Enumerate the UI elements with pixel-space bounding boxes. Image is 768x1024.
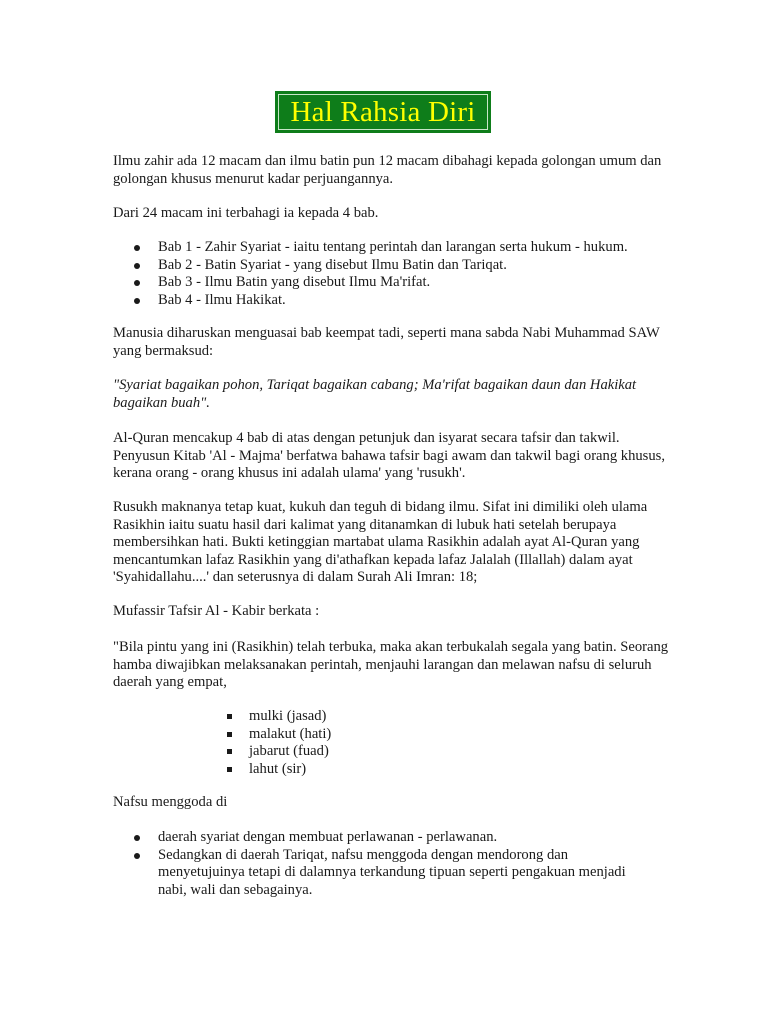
paragraph-rusukh: Rusukh maknanya tetap kuat, kukuh dan teguh di bidang ilmu. Sifat ini dimiliki oleh ulama Rasikhin iaitu suatu hasil dari kalimat yang ditanamkan di lubuk hati setelah berupaya membersihkan hati. Bukti ketinggian martabat ulama Rasikhin adalah ayat Al-Quran yang mencantumkan lafaz Rasikhin yang di'athafkan kepada lafaz Jalalah (Illallah) dalam ayat 'Syahidallahu....' dan seterusnya di dalam Surah Ali Imran: 18; [113, 499, 648, 586]
list-item: Sedangkan di daerah Tariqat, nafsu menggoda dengan mendorong dan menyetujuinya tetapi di dalamnya terkandung tipuan seperti pengakuan menjadi nabi, wali dan sebagainya. [158, 847, 653, 900]
list-item: Bab 1 - Zahir Syariat - iaitu tentang perintah dan larangan serta hukum - hukum. [158, 239, 673, 257]
list-item: jabarut (fuad) [249, 743, 549, 761]
title-banner-inner [278, 94, 488, 130]
paragraph-nafsu: Nafsu menggoda di [113, 794, 228, 810]
paragraph-bila-pintu: "Bila pintu yang ini (Rasikhin) telah terbuka, maka akan terbukalah segala yang batin. Seorang hamba diwajibkan melaksanakan perintah, menjauhi larangan dan melawan nafsu di seluruh daerah yang empat, [113, 639, 669, 691]
page-title: Hal Rahsia Diri [290, 96, 476, 128]
nafsu-list [158, 829, 653, 899]
paragraph-alquran: Al-Quran mencakup 4 bab di atas dengan petunjuk dan isyarat secara tafsir dan takwil. Penyusun Kitab 'Al - Majma' berfatwa bahawa tafsir bagi awam dan takwil bagi orang khusus, kerana orang - orang khusus ini adalah ulama' yang 'rusukh'. [113, 430, 665, 482]
quote-text: "Syariat bagaikan pohon, Tariqat bagaikan cabang; Ma'rifat bagaikan daun dan Hakikat bagaikan buah". [113, 377, 637, 411]
list-item: malakut (hati) [249, 726, 549, 744]
title-banner [275, 91, 491, 133]
quote-paragraph [113, 377, 673, 412]
daerah-list [249, 708, 549, 778]
paragraph-intro: Ilmu zahir ada 12 macam dan ilmu batin pun 12 macam dibahagi kepada golongan umum dan golongan khusus menurut kadar perjuangannya. [113, 153, 662, 187]
list-item: daerah syariat dengan membuat perlawanan - perlawanan. [158, 829, 653, 847]
paragraph-manusia: Manusia diharuskan menguasai bab keempat tadi, seperti mana sabda Nabi Muhammad SAW yang bermaksud: [113, 325, 660, 359]
list-item: Bab 4 - Ilmu Hakikat. [158, 292, 673, 310]
list-item: mulki (jasad) [249, 708, 549, 726]
list-item: lahut (sir) [249, 761, 549, 779]
paragraph-bab-count: Dari 24 macam ini terbahagi ia kepada 4 bab. [113, 205, 379, 221]
list-item: Bab 3 - Ilmu Batin yang disebut Ilmu Ma'rifat. [158, 274, 673, 292]
list-item: Bab 2 - Batin Syariat - yang disebut Ilmu Batin dan Tariqat. [158, 257, 673, 275]
bab-list [158, 239, 673, 309]
paragraph-mufassir: Mufassir Tafsir Al - Kabir berkata : [113, 603, 320, 619]
